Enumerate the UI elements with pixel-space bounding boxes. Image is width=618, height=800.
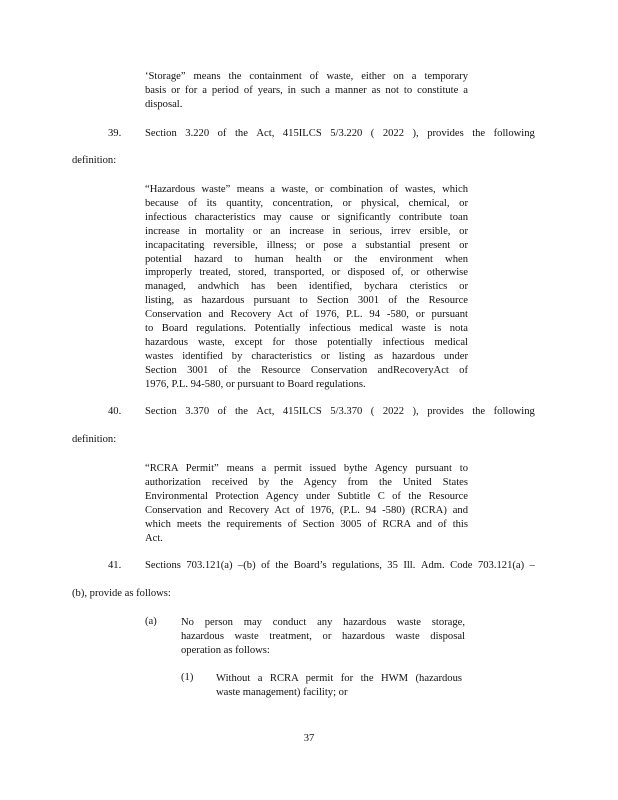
text-line: “Hazardous waste” means a waste, or combination of wastes, which (145, 184, 468, 195)
lead-word: 5/3.370 (330, 406, 363, 417)
lead-word: the (275, 560, 289, 571)
text-line: Environmental Protection Agency under Subtitle C of the Resource (145, 490, 468, 502)
text-line: managed, andwhich has been identified, bychara cteristics or (145, 281, 468, 293)
quote-line: basis or for a period of years, in such a manner as not to constitute a (145, 84, 468, 96)
paragraph-number: 41. (108, 560, 122, 571)
text-line: authorization received by the Agency from the United States (145, 476, 468, 488)
text-line: Section 3001 of the Resource Conservation andRecoveryAct of (145, 364, 468, 376)
lead-word: Act, (256, 406, 275, 417)
text-line: infectious characteristics may cause or significantly contribute toan (145, 211, 468, 223)
lead-word: 5/3.220 (330, 128, 363, 139)
text-line: Conservation and Recovery Act of 1976, P.L. 94 -580, or pursuant (145, 309, 468, 321)
lead-word: Board’s (293, 560, 327, 571)
text-line: improperly treated, stored, transported, or disposed of, or otherwise (145, 267, 468, 279)
lead-word: ), (412, 128, 419, 139)
lead-word: the (234, 406, 248, 417)
lead-word: Sections (145, 560, 181, 571)
lead-word: 3.220 (185, 128, 210, 139)
paragraph-39-continuation: definition: (72, 155, 117, 166)
lead-word: of (217, 128, 227, 139)
lead-word: Ill. (403, 560, 416, 571)
lead-word: regulations, (332, 560, 382, 571)
lead-word: of (261, 560, 270, 571)
text-line: potential hazard to human health or the environment when (145, 253, 468, 265)
text-line: “RCRA Permit” means a permit issued bythe Agency pursuant to (145, 463, 468, 474)
text-line: incapacitating reversible, illness; or pose a substantial present or (145, 239, 468, 251)
text-line: wastes identified by characteristics or listing as hazardous under (145, 350, 468, 362)
lead-word: 35 (387, 560, 398, 571)
hazardous-waste-definition-quote (145, 183, 468, 392)
lead-word: 703.121(a) (477, 560, 525, 571)
rcra-permit-definition-quote (145, 462, 468, 545)
text-line: operation as follows: (181, 644, 270, 656)
paragraph-39-lead (145, 128, 535, 139)
lead-word: Code (450, 560, 473, 571)
paragraph-number: 39. (108, 128, 122, 139)
text-line: Conservation and Recovery Act of 1976, (P.L. 94 -580) (RCRA) and (145, 504, 468, 516)
lead-word: Act, (256, 128, 275, 139)
lead-word: 3.370 (185, 406, 210, 417)
subsection-1-text (216, 672, 462, 700)
lead-word: 2022 (382, 406, 405, 417)
lead-word: 415ILCS (282, 406, 322, 417)
text-line: listing, as hazardous pursuant to Section 3001 of the Resource (145, 295, 468, 307)
text-line: hazardous waste, except for those potentially infectious medical (145, 336, 468, 348)
text-line: No person may conduct any hazardous waste storage, (181, 617, 465, 628)
subsection-a-text (181, 616, 465, 658)
quote-line: ‘Storage” means the containment of waste, either on a temporary (145, 71, 468, 82)
lead-word: provides (427, 406, 464, 417)
text-line: waste management) facility; or (216, 686, 348, 698)
lead-word: ), (412, 406, 419, 417)
lead-word: of (217, 406, 227, 417)
storage-definition-quote (145, 70, 468, 112)
lead-word: the (472, 406, 486, 417)
text-line: hazardous waste treatment, or hazardous waste disposal (181, 630, 465, 642)
lead-word: the (234, 128, 248, 139)
paragraph-41-lead (145, 560, 535, 571)
text-line: which meets the requirements of Section 3005 of RCRA and of this (145, 518, 468, 530)
text-line: to Board regulations. Potentially infectious medical waste is nota (145, 323, 468, 335)
lead-word: 703.121(a) (186, 560, 233, 571)
paragraph-number: 40. (108, 406, 122, 417)
lead-word: –(b) (237, 560, 256, 571)
paragraph-40-continuation: definition: (72, 434, 117, 445)
subsection-label-a: (a) (145, 616, 157, 627)
lead-word: provides (427, 128, 464, 139)
quote-line: disposal. (145, 98, 183, 110)
text-line: increase in mortality or an increase in serious, irrev ersible, or (145, 225, 468, 237)
text-line: Act. (145, 532, 163, 544)
text-line: Without a RCRA permit for the HWM (hazardous (216, 673, 462, 684)
lead-word: – (529, 560, 535, 571)
lead-word: ( (370, 128, 375, 139)
lead-word: following (493, 406, 535, 417)
text-line: because of its quantity, concentration, or physical, chemical, or (145, 197, 468, 209)
page-number: 37 (303, 733, 315, 744)
paragraph-40-lead (145, 406, 535, 417)
lead-word: Section (145, 128, 177, 139)
lead-word: 2022 (382, 128, 405, 139)
paragraph-41-continuation: (b), provide as follows: (72, 588, 171, 599)
subsection-label-1: (1) (181, 672, 194, 683)
text-line: 1976, P.L. 94-580, or pursuant to Board regulations. (145, 378, 366, 390)
lead-word: the (472, 128, 486, 139)
lead-word: Adm. (420, 560, 445, 571)
lead-word: following (493, 128, 535, 139)
lead-word: ( (370, 406, 375, 417)
lead-word: Section (145, 406, 177, 417)
lead-word: 415ILCS (282, 128, 322, 139)
